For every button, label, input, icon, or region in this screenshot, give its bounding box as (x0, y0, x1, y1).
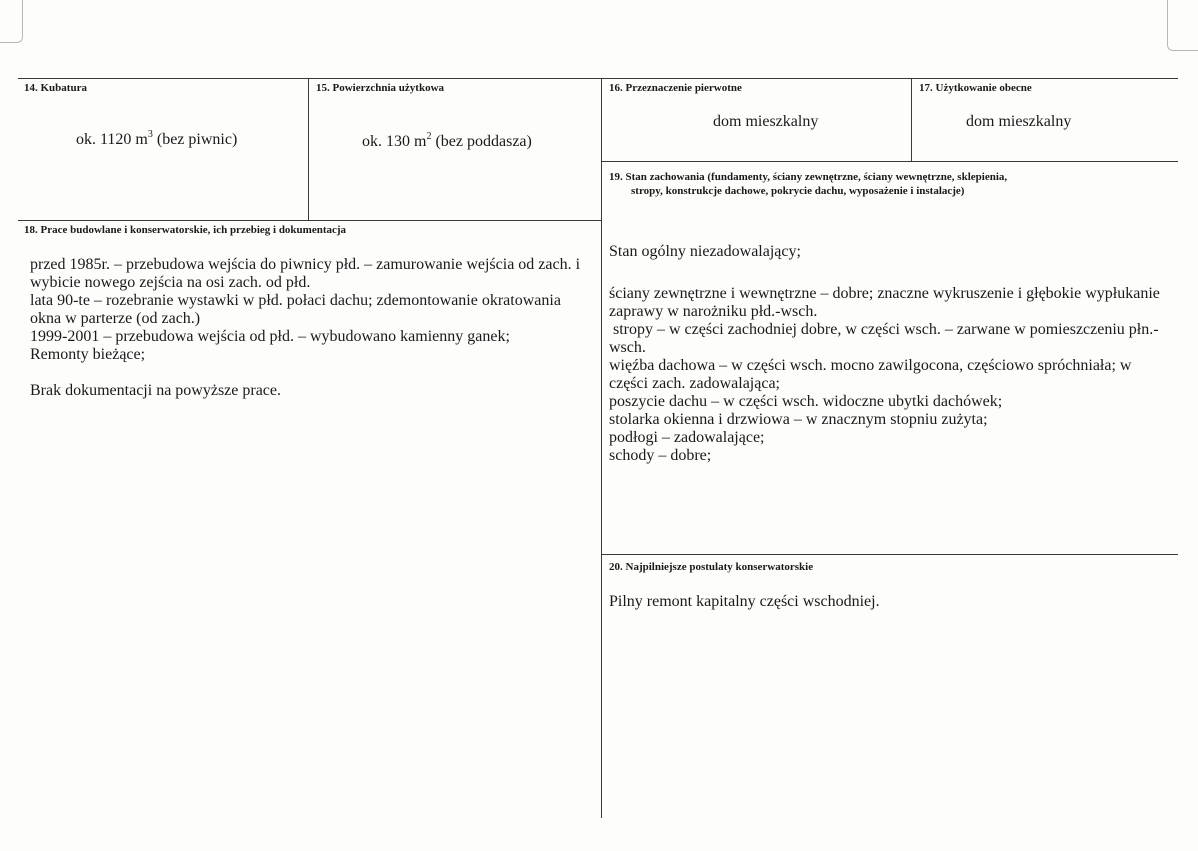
field-15-amount: ok. 130 m (362, 133, 427, 150)
page-corner-mark (1167, 0, 1198, 51)
field-20-value: Pilny remont kapitalny części wschodniej. (609, 593, 880, 610)
field-18-line: 1999-2001 – przebudowa wejścia od płd. – wybudowano kamienny ganek; (30, 328, 510, 345)
field-19-label (609, 170, 1007, 198)
field-18-line: Remonty bieżące; (30, 346, 146, 363)
field-18-note: Brak dokumentacji na powyższe prace. (30, 382, 282, 399)
field-19-line: podłogi – zadowalające; (609, 429, 765, 446)
field-17-label: 17. Użytkowanie obecne (919, 82, 1032, 94)
field-14-value (76, 130, 237, 150)
table-top-border (18, 78, 1178, 79)
divider-left-right (601, 78, 602, 818)
field-19-line: poszycie dachu – w części wsch. widoczne ubytki dachówek; (609, 393, 1003, 410)
field-17-value: dom mieszkalny (966, 113, 1072, 130)
field-14-label: 14. Kubatura (24, 82, 87, 94)
field-19-line: schody – dobre; (609, 447, 712, 464)
field-18-line: przed 1985r. – przebudowa wejścia do piwnicy płd. – zamurowanie wejścia od zach. i wybicie nowego zejścia na osi zach. od płd. (30, 256, 581, 291)
field-16-value: dom mieszkalny (713, 113, 819, 130)
field-19-line: stropy – w części zachodniej dobre, w części wsch. – zarwane w pomieszczeniu płn.-wsch. (609, 321, 1159, 356)
divider-14-15 (308, 78, 309, 220)
field-15-unit-exponent: 2 (426, 131, 432, 142)
field-19-details (609, 285, 1174, 465)
divider-19-20 (601, 554, 1178, 555)
field-15-note: (bez poddasza) (431, 133, 532, 150)
field-18-details (30, 256, 592, 400)
field-15-label: 15. Powierzchnia użytkowa (316, 82, 445, 94)
field-19-label-line1: 19. Stan zachowania (fundamenty, ściany zewnętrzne, ściany wewnętrzne, sklepienia, (609, 171, 1008, 183)
divider-16-17 (911, 78, 912, 161)
field-18-label: 18. Prace budowlane i konserwatorskie, ich przebieg i dokumentacja (24, 224, 347, 236)
field-15-value (362, 132, 532, 152)
field-19-label-line2: stropy, konstrukcje dachowe, pokrycie dachu, wyposażenie i instalacje) (631, 185, 965, 197)
field-14-unit-exponent: 3 (147, 129, 153, 140)
page-corner-mark (0, 0, 23, 43)
field-18-line: lata 90-te – rozebranie wystawki w płd. połaci dachu; zdemontowanie okratowania okna w parterze (od zach.) (30, 292, 561, 327)
field-19-line: stolarka okienna i drzwiowa – w znacznym stopniu zużyta; (609, 411, 988, 428)
field-14-note: (bez piwnic) (152, 131, 238, 148)
divider-16-19 (601, 161, 1178, 162)
divider-14-18 (18, 220, 602, 221)
field-20-label: 20. Najpilniejsze postulaty konserwatorskie (609, 561, 814, 573)
field-19-line: więźba dachowa – w części wsch. mocno zawilgocona, częściowo spróchniała; w części zach. zadowalająca; (609, 357, 1132, 392)
field-14-amount: ok. 1120 m (76, 131, 148, 148)
field-19-line: ściany zewnętrzne i wewnętrzne – dobre; znaczne wykruszenie i głębokie wypłukanie zaprawy w narożniku płd.-wsch. (609, 285, 1160, 320)
field-16-label: 16. Przeznaczenie pierwotne (609, 82, 742, 94)
field-19-summary: Stan ogólny niezadowalający; (609, 243, 801, 260)
